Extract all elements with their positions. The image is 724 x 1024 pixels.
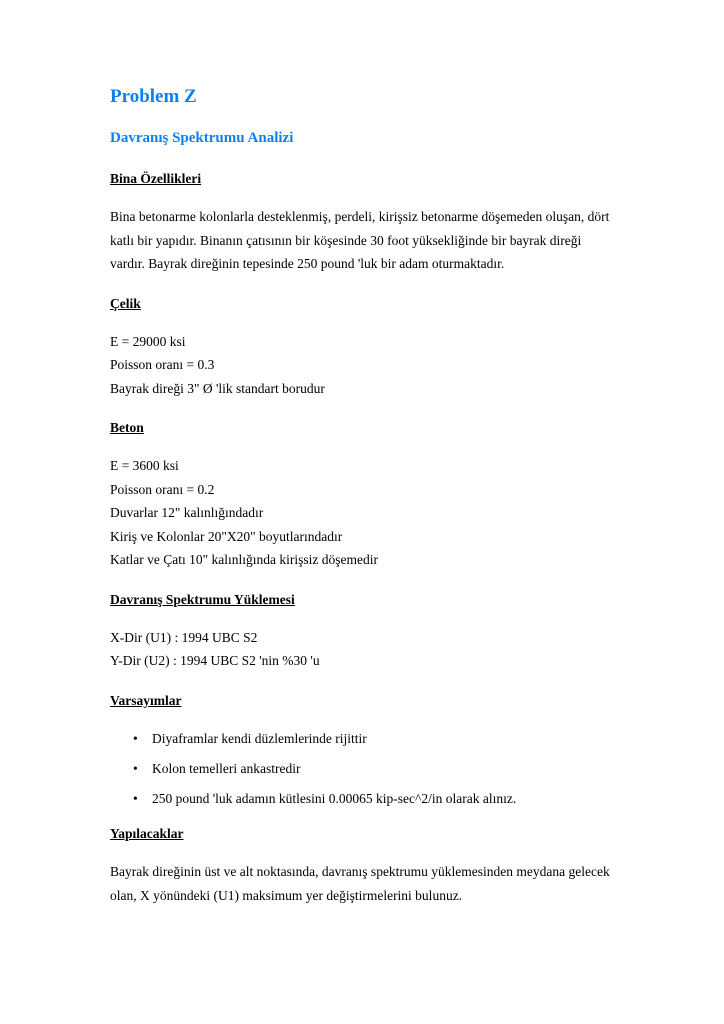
spec-line-beams-columns-size: Kiriş ve Kolonlar 20"X20" boyutlarındadır (110, 528, 343, 544)
assumption-item-rigid-diaphragms: • Diyaframlar kendi düzlemlerinde rijittir (110, 727, 614, 751)
spec-line-steel-poisson: Poisson oranı = 0.3 (110, 357, 215, 372)
page-subtitle: Davranış Spektrumu Analizi (110, 130, 294, 146)
building-description-paragraph: Bina betonarme kolonlarla desteklenmiş, perdeli, kirişsiz betonarme döşemeden oluşan, dört katlı bir yapıdır. Binanın çatısının bir köşesinde 30 foot yüksekliğinde bir bayrak direği vardır. Bayrak direğinin tepesinde 250 pound 'luk bir adam oturmaktadır. (110, 209, 610, 271)
section-heading-concrete: Beton (110, 420, 144, 435)
section-steel (110, 294, 614, 401)
spec-line-ydir-loading: Y-Dir (U2) : 1994 UBC S2 'nin %30 'u (110, 653, 320, 668)
assumption-item-man-mass: • 250 pound 'luk adamın kütlesini 0.00065 kip-sec^2/in olarak alınız. (110, 787, 614, 811)
spec-line-concrete-e: E = 3600 ksi (110, 458, 179, 473)
section-assumptions (110, 691, 614, 811)
loading-spec-lines (110, 626, 614, 673)
spec-line-concrete-poisson: Poisson oranı = 0.2 (110, 481, 215, 497)
section-building-properties (110, 169, 614, 276)
section-heading-response-spectrum-loading: Davranış Spektrumu Yüklemesi (110, 591, 295, 607)
spec-line-xdir-loading: X-Dir (U1) : 1994 UBC S2 (110, 629, 258, 645)
spec-line-slabs-thickness: Katlar ve Çatı 10" kalınlığında kirişsiz döşemedir (110, 552, 378, 567)
concrete-spec-lines (110, 454, 614, 572)
page-title: Problem Z (110, 86, 197, 107)
section-heading-tasks: Yapılacaklar (110, 826, 184, 841)
tasks-paragraph: Bayrak direğinin üst ve alt noktasında, davranış spektrumu yüklemesinden meydana gelecek olan, X yönündeki (U1) maksimum yer değiştirmelerini bulunuz. (110, 864, 610, 903)
spec-line-walls-thickness: Duvarlar 12" kalınlığındadır (110, 505, 264, 520)
section-heading-building-properties: Bina Özellikleri (110, 171, 202, 186)
steel-spec-lines (110, 330, 614, 401)
section-tasks (110, 824, 614, 907)
assumption-item-fixed-column-bases: • Kolon temelleri ankastredir (110, 757, 614, 781)
spec-line-steel-e: E = 29000 ksi (110, 333, 186, 349)
section-concrete (110, 418, 614, 572)
assumptions-list (110, 727, 614, 811)
section-heading-steel: Çelik (110, 295, 141, 311)
section-heading-assumptions: Varsayımlar (110, 692, 182, 708)
section-response-spectrum-loading (110, 590, 614, 673)
spec-line-flagpole-pipe: Bayrak direği 3" Ø 'lik standart borudur (110, 380, 325, 396)
